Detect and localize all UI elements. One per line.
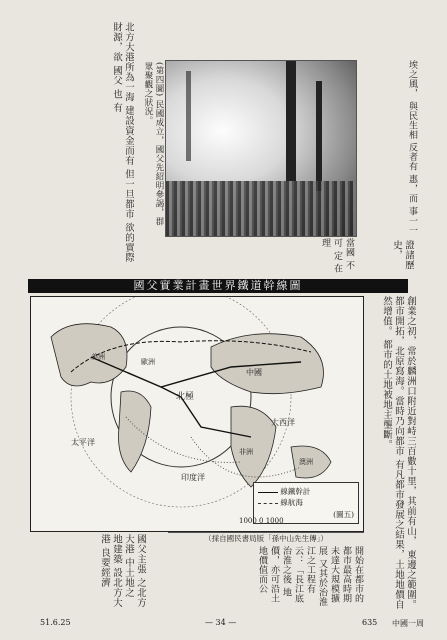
text-block-right-bottom: [366, 296, 416, 610]
issue-sequence: 635: [362, 618, 378, 627]
text-line: 創業之初，常於麟洲口附近對峙三百數十里，其前有山，: [405, 296, 416, 546]
legend-rail: 線鐵幹計: [280, 487, 311, 496]
text-line: 事一一: [407, 206, 417, 235]
text-block-right-upper: [358, 60, 418, 238]
text-line: 證諸歷史，: [391, 240, 414, 270]
text-line: 良要經濟: [99, 547, 110, 588]
text-block-mid: [140, 238, 355, 276]
photo-caption: (第四圖) 民國成立，國父先紹明參謁，群眾聚觀之狀況。: [143, 62, 164, 226]
text-line: 反者有: [407, 142, 417, 172]
text-line: 欲的實際: [123, 222, 134, 263]
text-line: 國父主張: [135, 534, 146, 574]
text-block-left-bottom: [28, 534, 146, 610]
text-block-right-top: [356, 240, 414, 278]
text-line: 建設資金而有: [123, 105, 134, 166]
text-line: 開始在都市的都市最高時期未達大規模擴展: [317, 546, 363, 603]
world-railway-map: [30, 296, 364, 532]
text-line: 當國: [344, 238, 354, 257]
text-line: 中土地之: [123, 557, 134, 598]
text-line: 有凡都市發展之結果，土地地價自然增值。: [381, 296, 404, 610]
map-label-pacific: 太平洋: [71, 438, 95, 447]
text-line: 國父: [111, 65, 122, 86]
text-line: 之北方大港: [123, 534, 146, 608]
text-line: 也: [111, 89, 122, 100]
text-line: 但一旦都市: [123, 169, 134, 220]
legend-sea: 線航海: [280, 498, 303, 507]
map-label-atlantic: 大西洋: [271, 418, 295, 427]
text-line: 地價，亦可沿土地價值而公: [257, 546, 291, 603]
text-line: 都市的土地被地主壟斷。: [381, 339, 392, 450]
journal-name: 中國一周: [392, 619, 424, 628]
print-date: 51.6.25: [40, 618, 71, 627]
text-line: 理: [320, 238, 330, 248]
legend-figure-no: (圖五): [333, 510, 354, 519]
map-label-europe: 歐洲: [141, 358, 155, 366]
map-scale: 1000 0 1000: [239, 517, 284, 525]
text-line: 財源，欲: [111, 22, 122, 62]
text-line: 與民生相: [407, 101, 417, 140]
section-title: 國父實業計畫世界鐵道幹線圖: [28, 279, 408, 293]
text-line: 埃之風，: [407, 60, 417, 98]
text-line: 設北方大港: [99, 534, 122, 608]
text-line: 不可: [332, 238, 354, 270]
page-footer: [0, 612, 447, 632]
text-line: 有: [111, 102, 122, 113]
map-label-america: 美洲: [91, 353, 105, 361]
map-label-africa: 非洲: [239, 448, 253, 456]
text-line: 東邊之範圍。都市開拓，北原寫海。當時乃向都市: [393, 296, 416, 610]
map-label-arctic: 北極: [176, 392, 195, 402]
text-block-bottom-mid: [150, 546, 364, 608]
text-line: 北方大港所為一海: [123, 22, 134, 102]
text-line: 惠，而: [407, 174, 417, 204]
text-line: 地建築: [111, 534, 122, 564]
historic-photo: [165, 60, 357, 237]
map-label-australia: 澳洲: [299, 458, 313, 466]
text-line: 在: [332, 263, 342, 274]
text-line: 又其於治淮江之工程有云：「長江底治淮之後: [281, 546, 327, 607]
map-label-indian: 印度洋: [181, 473, 205, 482]
text-block-left-top: [22, 22, 134, 272]
map-label-china: 中國: [246, 368, 262, 377]
page-number: — 34 —: [205, 618, 237, 627]
map-caption: （採自國民書局版「孫中山先生傳」）: [168, 532, 364, 545]
text-line: 定: [332, 250, 342, 261]
